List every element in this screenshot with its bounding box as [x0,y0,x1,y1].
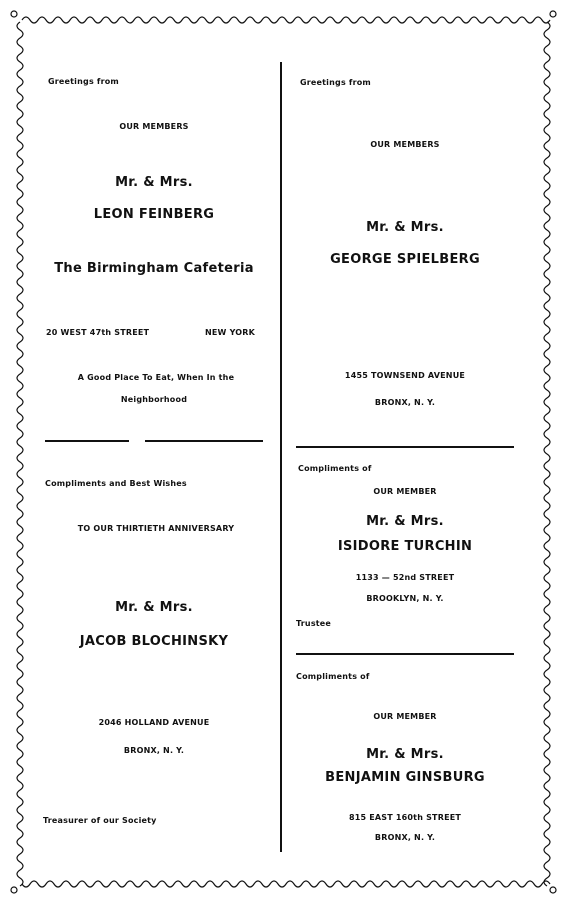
right-ad3-address: 815 EAST 160th STREET [348,813,462,822]
right-ad3-name: BENJAMIN GINSBURG [325,770,485,785]
right-ad3-member: OUR MEMBER [373,712,437,721]
left-ad2-greeting: Compliments and Best Wishes [45,479,187,488]
right-ad1-members: OUR MEMBERS [370,140,440,149]
left-ad1-business: The Birmingham Cafeteria [54,261,254,276]
right-ad1-name: GEORGE SPIELBERG [330,252,480,267]
left-ad1-greeting: Greetings from [48,77,119,86]
right-ad1-city: BRONX, N. Y. [374,398,436,407]
right-ad2-city: BROOKLYN, N. Y. [366,594,444,603]
right-divider-1 [296,446,514,448]
right-ad1-greeting: Greetings from [300,78,371,87]
right-ad3-greeting: Compliments of [296,672,370,681]
right-ad2-name: ISIDORE TURCHIN [337,539,473,554]
right-ad3-city: BRONX, N. Y. [374,833,436,842]
left-ad1-address: 20 WEST 47th STREET [46,328,150,337]
left-ad2-honorific: Mr. & Mrs. [115,600,193,615]
left-ad1-city: NEW YORK [205,328,256,337]
right-ad2-address: 1133 — 52nd STREET [355,573,455,582]
left-ad1-tagline-1: A Good Place To Eat, When In the [77,373,235,382]
right-divider-2 [296,653,514,655]
right-ad2-greeting: Compliments of [298,464,372,473]
left-ad1-tagline-2: Neighborhood [120,395,188,404]
right-ad2-honorific: Mr. & Mrs. [366,514,444,529]
right-ad2-member: OUR MEMBER [373,487,437,496]
left-ad2-address: 2046 HOLLAND AVENUE [98,718,210,727]
right-ad1-address: 1455 TOWNSEND AVENUE [344,371,466,380]
left-ad1-name: LEON FEINBERG [93,207,215,222]
right-ad2-role: Trustee [296,619,332,628]
left-divider-b [145,440,263,442]
left-ad2-city: BRONX, N. Y. [123,746,185,755]
right-ad1-honorific: Mr. & Mrs. [366,220,444,235]
right-ad3-honorific: Mr. & Mrs. [366,747,444,762]
left-ad2-name: JACOB BLOCHINSKY [79,634,229,649]
column-divider [280,62,282,852]
left-ad2-occasion: TO OUR THIRTIETH ANNIVERSARY [77,524,235,533]
left-ad2-role: Treasurer of our Society [43,816,157,825]
left-ad1-honorific: Mr. & Mrs. [115,175,193,190]
left-ad1-members: OUR MEMBERS [119,122,189,131]
left-divider-a [45,440,129,442]
